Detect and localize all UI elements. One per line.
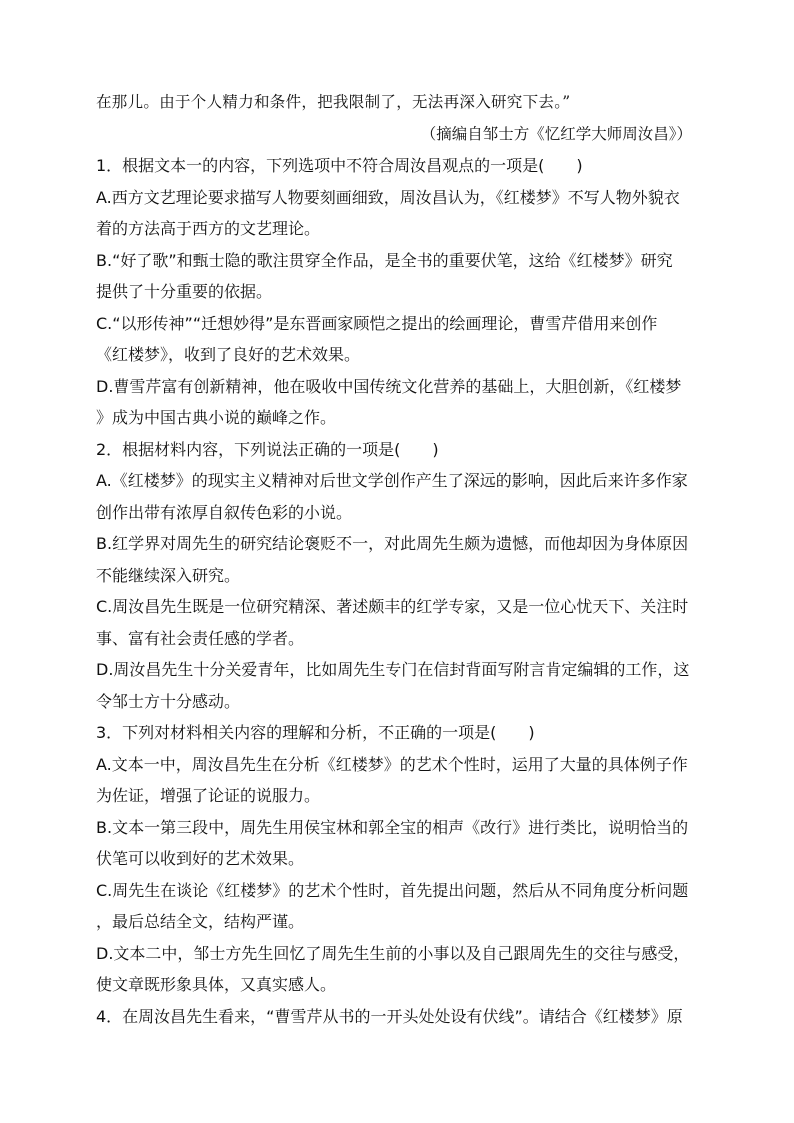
- option-c: [96, 308, 700, 371]
- option-d: [96, 938, 700, 1001]
- option-line: C.“以形传神”“迁想妙得”是东晋画家顾恺之提出的绘画理论，曹雪芹借用来创作: [96, 313, 658, 333]
- option-line: B.“好了歌”和甄士隐的歌注贯穿全作品，是全书的重要伏笔，这给《红楼梦》研究: [96, 250, 673, 270]
- question-4: [96, 1001, 700, 1033]
- option-b: [96, 812, 700, 875]
- option-line: D.文本二中，邹士方先生回忆了周先生生前的小事以及自己跟周先生的交往与感受，: [96, 943, 690, 963]
- option-line: A.文本一中，周汝昌先生在分析《红楼梦》的艺术个性时，运用了大量的具体例子作: [96, 754, 688, 774]
- option-line: 提供了十分重要的依据。: [96, 282, 273, 301]
- question-1: [96, 150, 700, 434]
- question-stem: 1．根据文本一的内容，下列选项中不符合周汝昌观点的一项是( ): [96, 156, 583, 175]
- option-line: 使文章既形象具体，又真实感人。: [96, 975, 337, 994]
- question-2: [96, 434, 700, 718]
- option-c: [96, 591, 700, 654]
- option-line: B.红学界对周先生的研究结论褒贬不一，对此周先生颇为遗憾，而他却因为身体原因: [96, 534, 689, 553]
- option-line: 创作出带有浓厚自叙传色彩的小说。: [96, 502, 353, 522]
- option-d: [96, 654, 700, 717]
- option-b: [96, 245, 700, 308]
- option-line: 不能继续深入研究。: [96, 565, 241, 585]
- option-a: [96, 749, 700, 812]
- option-a: [96, 465, 700, 528]
- option-line: D.曹雪芹富有创新精神，他在吸收中国传统文化营养的基础上，大胆创新，《红楼梦: [96, 376, 682, 396]
- passage-source: （摘编自邹士方《忆红学大师周汝昌》）: [420, 124, 692, 143]
- option-line: 事、富有社会责任感的学者。: [96, 628, 305, 648]
- option-line: B.文本一第三段中，周先生用侯宝林和郭全宝的相声《改行》进行类比，说明恰当的: [96, 817, 689, 837]
- option-b: [96, 528, 700, 591]
- option-line: 伏笔可以收到好的艺术效果。: [96, 849, 305, 868]
- option-line: D.周汝昌先生十分关爱青年，比如周先生专门在信封背面写附言肯定编辑的工作，这: [96, 660, 690, 679]
- option-c: [96, 875, 700, 938]
- option-d: [96, 371, 700, 434]
- option-a: [96, 182, 700, 245]
- option-line: C.周先生在谈论《红楼梦》的艺术个性时，首先提出问题，然后从不同角度分析问题: [96, 880, 689, 900]
- question-3: [96, 717, 700, 1001]
- option-line: A.西方文艺理论要求描写人物要刻画细致，周汝昌认为，《红楼梦》不写人物外貌衣: [96, 187, 680, 207]
- question-stem: 4．在周汝昌先生看来，“曹雪芹从书的一开头处处设有伏线”。请结合《红楼梦》原: [96, 1006, 683, 1026]
- question-stem: 3．下列对材料相关内容的理解和分析，不正确的一项是( ): [96, 723, 535, 742]
- option-line: ，最后总结全文，结构严谨。: [96, 912, 305, 931]
- question-stem: 2．根据材料内容，下列说法正确的一项是( ): [96, 439, 439, 459]
- option-line: A.《红楼梦》的现实主义精神对后世文学创作产生了深远的影响，因此后来许多作家: [96, 471, 688, 490]
- option-line: 》成为中国古典小说的巅峰之作。: [96, 408, 337, 427]
- option-line: 着的方法高于西方的文艺理论。: [96, 219, 321, 238]
- option-line: C.周汝昌先生既是一位研究精深、著述颇丰的红学专家，又是一位心忧天下、关注时: [96, 597, 689, 616]
- passage-closing-line: 在那儿。由于个人精力和条件，把我限制了，无法再深入研究下去。”: [96, 93, 571, 111]
- document-page: [96, 87, 700, 1032]
- option-line: 为佐证，增强了论证的说服力。: [96, 786, 321, 805]
- option-line: 令邹士方十分感动。: [96, 691, 241, 711]
- option-line: 《红楼梦》，收到了良好的艺术效果。: [96, 345, 361, 364]
